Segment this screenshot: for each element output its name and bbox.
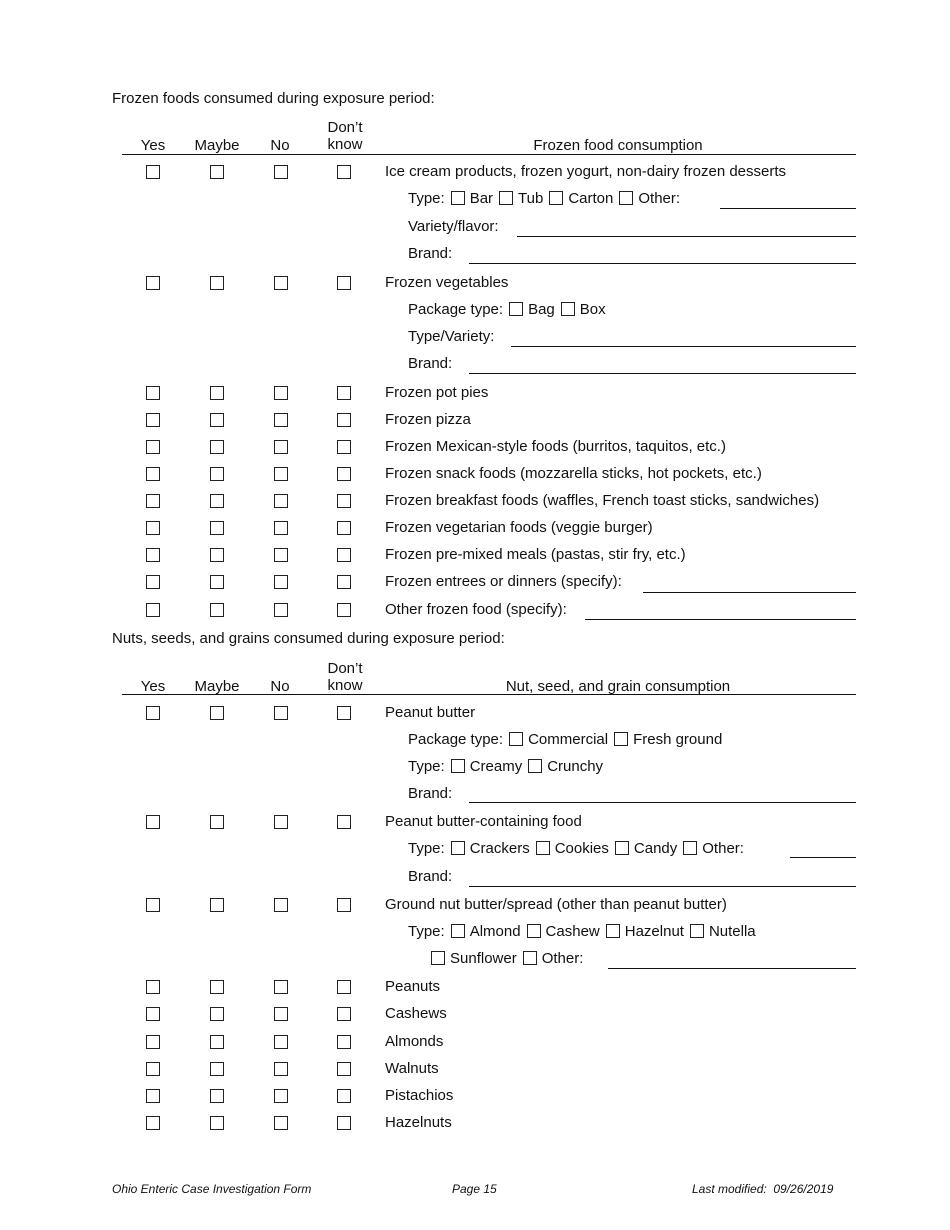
- maybe-checkbox[interactable]: [210, 1062, 224, 1076]
- yes-checkbox[interactable]: [146, 494, 160, 508]
- yes-checkbox[interactable]: [146, 386, 160, 400]
- col-header-yes: Yes: [140, 678, 166, 695]
- col-header-no: No: [270, 137, 290, 154]
- maybe-checkbox[interactable]: [210, 1116, 224, 1130]
- yes-checkbox[interactable]: [146, 548, 160, 562]
- yes-checkbox[interactable]: [146, 898, 160, 912]
- dont-know-checkbox[interactable]: [337, 165, 351, 179]
- yes-checkbox[interactable]: [146, 1035, 160, 1049]
- item-label: Walnuts: [385, 1060, 439, 1077]
- option-label: Other:: [541, 950, 584, 967]
- no-checkbox[interactable]: [274, 1035, 288, 1049]
- maybe-checkbox[interactable]: [210, 165, 224, 179]
- item-label: Other frozen food (specify):: [385, 601, 567, 618]
- vegetables-package-options: [408, 301, 606, 319]
- col-header-dont-know: [320, 660, 370, 694]
- crunchy-checkbox[interactable]: [528, 759, 542, 773]
- maybe-checkbox[interactable]: [210, 706, 224, 720]
- tub-checkbox[interactable]: [499, 191, 513, 205]
- option-label: Candy: [633, 840, 678, 857]
- item-label: Peanuts: [385, 978, 441, 995]
- peanut-butter-type-options: [408, 758, 603, 776]
- type-label: Type:: [408, 758, 445, 775]
- maybe-checkbox[interactable]: [210, 494, 224, 508]
- option-label: Other:: [702, 840, 744, 857]
- cashew-checkbox[interactable]: [527, 924, 541, 938]
- maybe-checkbox[interactable]: [210, 815, 224, 829]
- yes-checkbox[interactable]: [146, 467, 160, 481]
- no-checkbox[interactable]: [274, 1116, 288, 1130]
- col-header-maybe: Maybe: [194, 137, 240, 154]
- option-label: Creamy: [469, 758, 523, 775]
- entrees-specify-input[interactable]: [643, 592, 856, 593]
- yes-checkbox[interactable]: [146, 1062, 160, 1076]
- maybe-checkbox[interactable]: [210, 413, 224, 427]
- item-label: Frozen breakfast foods (waffles, French toast sticks, sandwiches): [385, 492, 820, 509]
- bag-checkbox[interactable]: [509, 302, 523, 316]
- item-label: Peanut butter-containing food: [385, 813, 582, 830]
- maybe-checkbox[interactable]: [210, 898, 224, 912]
- fresh-ground-checkbox[interactable]: [614, 732, 628, 746]
- item-label: Hazelnuts: [385, 1114, 452, 1131]
- brand-input[interactable]: [469, 802, 856, 803]
- option-label: Commercial: [528, 731, 609, 748]
- footer-last-modified: Last modified: 09/26/2019: [692, 1182, 834, 1196]
- maybe-checkbox[interactable]: [210, 521, 224, 535]
- pb-food-other-input[interactable]: [790, 857, 856, 858]
- col-header-dont-know: [320, 119, 370, 153]
- item-label: Almonds: [385, 1033, 444, 1050]
- brand-label: Brand:: [408, 868, 453, 885]
- no-checkbox[interactable]: [274, 165, 288, 179]
- dont-know-checkbox[interactable]: [337, 1116, 351, 1130]
- dont-know-checkbox[interactable]: [337, 440, 351, 454]
- package-type-label: Package type:: [408, 731, 504, 748]
- nutella-checkbox[interactable]: [690, 924, 704, 938]
- dont-know-checkbox[interactable]: [337, 898, 351, 912]
- option-label: Other:: [638, 190, 681, 207]
- dont-know-checkbox[interactable]: [337, 386, 351, 400]
- yes-checkbox[interactable]: [146, 1007, 160, 1021]
- maybe-checkbox[interactable]: [210, 1007, 224, 1021]
- maybe-checkbox[interactable]: [210, 1035, 224, 1049]
- yes-checkbox[interactable]: [146, 413, 160, 427]
- no-checkbox[interactable]: [274, 494, 288, 508]
- item-label: Frozen pot pies: [385, 384, 489, 401]
- header-rule: [122, 694, 856, 695]
- yes-checkbox[interactable]: [146, 165, 160, 179]
- col-header-maybe: Maybe: [194, 678, 240, 695]
- col-header-no: No: [270, 678, 290, 695]
- crackers-checkbox[interactable]: [451, 841, 465, 855]
- col-header-description: Nut, seed, and grain consumption: [505, 678, 731, 695]
- option-label: Bar: [469, 190, 494, 207]
- dont-know-checkbox[interactable]: [337, 980, 351, 994]
- box-checkbox[interactable]: [561, 302, 575, 316]
- option-label: Hazelnut: [624, 923, 684, 940]
- no-checkbox[interactable]: [274, 706, 288, 720]
- item-label: Peanut butter: [385, 704, 476, 721]
- dont-know-checkbox[interactable]: [337, 1007, 351, 1021]
- yes-checkbox[interactable]: [146, 276, 160, 290]
- variety-input[interactable]: [517, 236, 856, 237]
- no-checkbox[interactable]: [274, 413, 288, 427]
- footer-page-number: Page 15: [452, 1182, 497, 1196]
- maybe-checkbox[interactable]: [210, 440, 224, 454]
- item-label: Ground nut butter/spread (other than peanut butter): [385, 896, 727, 913]
- dont-know-checkbox[interactable]: [337, 494, 351, 508]
- option-label: Fresh ground: [633, 731, 723, 748]
- peanut-butter-package-options: [408, 731, 722, 749]
- type-variety-input[interactable]: [511, 346, 856, 347]
- col-header-dont: Don’t: [327, 119, 363, 136]
- no-checkbox[interactable]: [274, 815, 288, 829]
- dont-know-checkbox[interactable]: [337, 603, 351, 617]
- maybe-checkbox[interactable]: [210, 980, 224, 994]
- dont-know-checkbox[interactable]: [337, 1089, 351, 1103]
- variety-label: Variety/flavor:: [408, 218, 499, 235]
- option-label: Carton: [568, 190, 614, 207]
- no-checkbox[interactable]: [274, 898, 288, 912]
- yes-checkbox[interactable]: [146, 980, 160, 994]
- col-header-dont: Don’t: [327, 660, 363, 677]
- header-rule: [122, 154, 856, 155]
- yes-checkbox[interactable]: [146, 603, 160, 617]
- ice-cream-type-options: [408, 190, 680, 208]
- no-checkbox[interactable]: [274, 1062, 288, 1076]
- other-checkbox[interactable]: [523, 951, 537, 965]
- item-label: Frozen vegetables: [385, 274, 509, 291]
- nut-butter-type-options-2: [425, 950, 583, 968]
- yes-checkbox[interactable]: [146, 440, 160, 454]
- option-label: Cashew: [545, 923, 600, 940]
- yes-checkbox[interactable]: [146, 575, 160, 589]
- no-checkbox[interactable]: [274, 276, 288, 290]
- item-label: Frozen Mexican-style foods (burritos, taquitos, etc.): [385, 438, 726, 455]
- col-header-know: know: [327, 136, 363, 153]
- option-label: Cookies: [554, 840, 609, 857]
- yes-checkbox[interactable]: [146, 1089, 160, 1103]
- brand-label: Brand:: [408, 245, 453, 262]
- col-header-description: Frozen food consumption: [533, 137, 703, 154]
- maybe-checkbox[interactable]: [210, 603, 224, 617]
- hazelnut-checkbox[interactable]: [606, 924, 620, 938]
- frozen-section-title: Frozen foods consumed during exposure period:: [112, 90, 435, 107]
- dont-know-checkbox[interactable]: [337, 1062, 351, 1076]
- type-label: Type:: [408, 190, 445, 207]
- ice-cream-other-input[interactable]: [720, 208, 856, 209]
- yes-checkbox[interactable]: [146, 521, 160, 535]
- col-header-yes: Yes: [140, 137, 166, 154]
- item-label: Frozen pre-mixed meals (pastas, stir fry, etc.): [385, 546, 686, 563]
- sunflower-checkbox[interactable]: [431, 951, 445, 965]
- dont-know-checkbox[interactable]: [337, 815, 351, 829]
- type-label: Type:: [408, 923, 445, 940]
- yes-checkbox[interactable]: [146, 815, 160, 829]
- candy-checkbox[interactable]: [615, 841, 629, 855]
- pb-food-type-options: [408, 840, 744, 858]
- no-checkbox[interactable]: [274, 548, 288, 562]
- bar-checkbox[interactable]: [451, 191, 465, 205]
- dont-know-checkbox[interactable]: [337, 467, 351, 481]
- no-checkbox[interactable]: [274, 980, 288, 994]
- brand-label: Brand:: [408, 355, 453, 372]
- maybe-checkbox[interactable]: [210, 575, 224, 589]
- nut-butter-type-options: [408, 923, 756, 941]
- option-label: Tub: [518, 190, 544, 207]
- dont-know-checkbox[interactable]: [337, 548, 351, 562]
- other-checkbox[interactable]: [683, 841, 697, 855]
- item-label: Cashews: [385, 1005, 447, 1022]
- option-label: Box: [579, 301, 606, 318]
- cookies-checkbox[interactable]: [536, 841, 550, 855]
- no-checkbox[interactable]: [274, 603, 288, 617]
- brand-input[interactable]: [469, 263, 856, 264]
- no-checkbox[interactable]: [274, 521, 288, 535]
- option-label: Nutella: [708, 923, 756, 940]
- dont-know-checkbox[interactable]: [337, 276, 351, 290]
- option-label: Bag: [528, 301, 555, 318]
- dont-know-checkbox[interactable]: [337, 1035, 351, 1049]
- option-label: Sunflower: [450, 950, 517, 967]
- yes-checkbox[interactable]: [146, 1116, 160, 1130]
- col-header-know: know: [327, 677, 363, 694]
- dont-know-checkbox[interactable]: [337, 521, 351, 535]
- no-checkbox[interactable]: [274, 440, 288, 454]
- nut-butter-other-input[interactable]: [608, 968, 856, 969]
- dont-know-checkbox[interactable]: [337, 413, 351, 427]
- almond-checkbox[interactable]: [451, 924, 465, 938]
- item-label: Frozen pizza: [385, 411, 471, 428]
- yes-checkbox[interactable]: [146, 706, 160, 720]
- maybe-checkbox[interactable]: [210, 467, 224, 481]
- type-label: Type:: [408, 840, 445, 857]
- item-label: Pistachios: [385, 1087, 454, 1104]
- brand-input[interactable]: [469, 886, 856, 887]
- footer-form-name: Ohio Enteric Case Investigation Form: [112, 1182, 312, 1196]
- maybe-checkbox[interactable]: [210, 386, 224, 400]
- maybe-checkbox[interactable]: [210, 276, 224, 290]
- maybe-checkbox[interactable]: [210, 548, 224, 562]
- no-checkbox[interactable]: [274, 1089, 288, 1103]
- option-label: Crunchy: [547, 758, 604, 775]
- item-label: Frozen snack foods (mozzarella sticks, hot pockets, etc.): [385, 465, 762, 482]
- brand-input[interactable]: [469, 373, 856, 374]
- carton-checkbox[interactable]: [549, 191, 563, 205]
- item-label: Frozen entrees or dinners (specify):: [385, 573, 622, 590]
- nuts-section-title: Nuts, seeds, and grains consumed during exposure period:: [112, 630, 505, 647]
- no-checkbox[interactable]: [274, 386, 288, 400]
- brand-label: Brand:: [408, 785, 453, 802]
- package-type-label: Package type:: [408, 301, 504, 318]
- no-checkbox[interactable]: [274, 1007, 288, 1021]
- commercial-checkbox[interactable]: [509, 732, 523, 746]
- item-label: Frozen vegetarian foods (veggie burger): [385, 519, 653, 536]
- no-checkbox[interactable]: [274, 467, 288, 481]
- option-label: Crackers: [469, 840, 530, 857]
- creamy-checkbox[interactable]: [451, 759, 465, 773]
- maybe-checkbox[interactable]: [210, 1089, 224, 1103]
- no-checkbox[interactable]: [274, 575, 288, 589]
- item-label: Ice cream products, frozen yogurt, non-dairy frozen desserts: [385, 163, 787, 180]
- dont-know-checkbox[interactable]: [337, 575, 351, 589]
- type-variety-label: Type/Variety:: [408, 328, 495, 345]
- other-frozen-specify-input[interactable]: [585, 619, 856, 620]
- option-label: Almond: [469, 923, 521, 940]
- other-checkbox[interactable]: [619, 191, 633, 205]
- dont-know-checkbox[interactable]: [337, 706, 351, 720]
